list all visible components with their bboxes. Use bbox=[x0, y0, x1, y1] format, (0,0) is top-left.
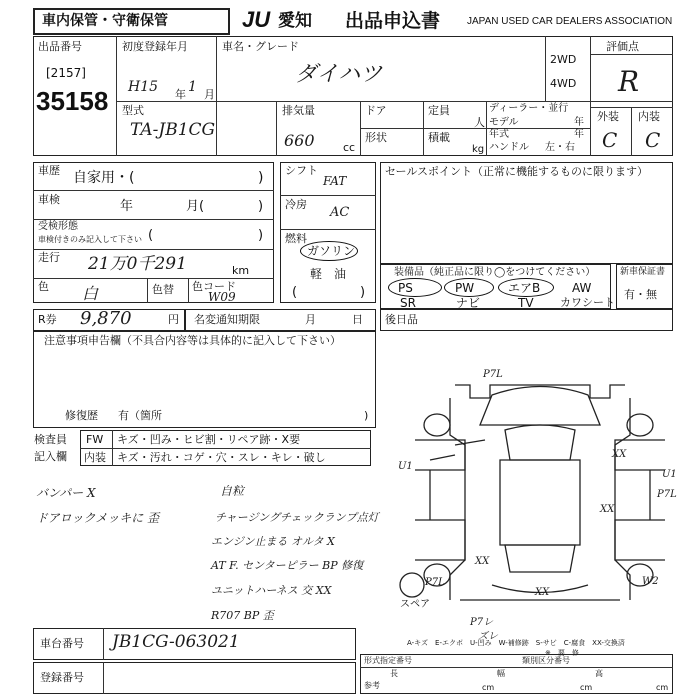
displacement-unit: cc bbox=[343, 141, 356, 154]
handwritten-note: バンパー X bbox=[36, 486, 96, 500]
rating-exterior-label: 外装 bbox=[597, 110, 619, 123]
load-unit: kg bbox=[472, 144, 485, 155]
drive-2wd: 2WD bbox=[550, 53, 577, 66]
ju-logo: JU bbox=[242, 7, 271, 32]
mileage-label: 走行 bbox=[38, 251, 60, 264]
capacity-label: 定員 bbox=[428, 104, 450, 117]
drive-4wd: 4WD bbox=[550, 77, 577, 90]
shift-value: FAT bbox=[323, 174, 347, 188]
shape-label: 形状 bbox=[365, 131, 387, 144]
association-name: JAPAN USED CAR DEALERS ASSOCIATION bbox=[467, 16, 673, 27]
handle-label: ハンドル bbox=[489, 142, 529, 153]
inspector-label1: 検査員 bbox=[34, 433, 67, 446]
damage-legend: A-キズ E-エクボ U-凹み W-補修跡 S-サビ C-腐食 XX-交換済 bbox=[407, 639, 625, 647]
spec-length-unit: cm bbox=[482, 683, 495, 692]
lot-label: 出品番号 bbox=[38, 40, 82, 53]
shaken-month: 月( bbox=[186, 199, 205, 214]
inspection-label: 受検形態 bbox=[38, 221, 78, 232]
rating-value: R bbox=[618, 65, 640, 98]
registration-year-unit: 年 bbox=[175, 88, 186, 101]
type-label: 型式 bbox=[122, 104, 144, 117]
inspector-fw: FW bbox=[86, 433, 104, 446]
model-name-label: 車名・グレード bbox=[222, 40, 299, 53]
spec-height-unit: cm bbox=[656, 683, 669, 692]
inspector-label2: 記入欄 bbox=[34, 450, 67, 463]
storage-label: 車内保管・守衛保管 bbox=[42, 13, 168, 29]
lot-number: 35158 bbox=[36, 86, 109, 116]
handle-options: 左・右 bbox=[545, 142, 575, 153]
diagram-note: P7レ bbox=[470, 617, 494, 628]
registration-label: 初度登録年月 bbox=[122, 40, 188, 53]
diagram-note: P7L bbox=[425, 577, 445, 588]
rear-label: 後日品 bbox=[385, 313, 418, 326]
rating-label: 評価点 bbox=[606, 40, 639, 53]
inspector-interior-items: キズ・汚れ・コゲ・穴・スレ・キレ・破し bbox=[117, 451, 326, 464]
color-value: 白 bbox=[82, 284, 99, 303]
recycle-unit: 円 bbox=[168, 313, 179, 326]
notes-label: 注意事項申告欄（不具合内容等は具体的に記入して下さい） bbox=[44, 334, 341, 347]
type-value: TA-JB1CG bbox=[130, 120, 216, 140]
equipment-aw: AW bbox=[572, 281, 592, 295]
fuel-diesel: 軽 油 bbox=[310, 267, 347, 281]
equipment-seat: カワシート bbox=[560, 296, 615, 309]
spec-ref: 参考 bbox=[364, 681, 380, 690]
diagram-note: ズレ bbox=[478, 631, 498, 642]
aircon-value: AC bbox=[330, 205, 350, 220]
displacement-value: 660 bbox=[284, 131, 315, 150]
equipment-navi: ナビ bbox=[456, 296, 481, 310]
recall-month: 月 bbox=[305, 313, 316, 326]
repair-label: 修復歴 bbox=[65, 409, 98, 422]
registration-era-year: H15 bbox=[128, 79, 159, 95]
fuel-label: 燃料 bbox=[285, 232, 307, 245]
displacement-label: 排気量 bbox=[282, 104, 315, 117]
recall-label: 名変通知期限 bbox=[194, 313, 260, 326]
aircon-label: 冷房 bbox=[285, 198, 307, 211]
handwritten-note: ユニットハーネス 交 XX bbox=[211, 584, 332, 597]
spec-height: 高 bbox=[595, 669, 603, 678]
diagram-note: U1 bbox=[662, 469, 677, 480]
inspector-fw-items: キズ・凹み・ヒビ割・リペア跡・X要 bbox=[117, 433, 301, 446]
chassis-label: 車台番号 bbox=[40, 637, 84, 650]
inspector-interior: 内装 bbox=[84, 451, 106, 464]
spec-length: 長 bbox=[390, 669, 398, 678]
dealer-line3-unit: 年 bbox=[574, 129, 584, 140]
color-code-value: W09 bbox=[208, 290, 236, 304]
equipment-tv: TV bbox=[518, 296, 534, 310]
diagram-note: W2 bbox=[642, 576, 659, 587]
warranty-options: 有・無 bbox=[624, 288, 657, 301]
sales-points-label: セールスポイント（正常に機能するものに限ります） bbox=[385, 165, 649, 178]
rating-exterior: C bbox=[602, 128, 618, 152]
equipment-label: 装備品（純正品に限り◯をつけてください） bbox=[394, 267, 596, 278]
spec-label2: 類別区分番号 bbox=[522, 656, 570, 665]
dealer-line2-unit: 年 bbox=[574, 117, 584, 128]
model-name-value: ダイハツ bbox=[295, 62, 383, 87]
shaken-year: 年 bbox=[120, 199, 134, 214]
regnum-label: 登録番号 bbox=[40, 671, 84, 684]
handwritten-note: チャージングチェックランプ点灯 bbox=[215, 511, 379, 524]
inspection-note: 車検付きのみ記入して下さい bbox=[38, 235, 142, 244]
spec-width-unit: cm bbox=[580, 683, 593, 692]
diagram-note: XX bbox=[475, 556, 490, 567]
fuel-open: ( bbox=[292, 285, 298, 300]
color-change-label: 色替 bbox=[152, 283, 174, 296]
mileage-value: 21万0千291 bbox=[88, 254, 187, 274]
doors-label: ドア bbox=[365, 104, 387, 117]
handwritten-note: エンジン止まる オルタ X bbox=[211, 535, 335, 548]
lot-small-number: [2157] bbox=[46, 66, 86, 80]
chassis-value: JB1CG-063021 bbox=[112, 632, 240, 652]
mileage-unit: km bbox=[232, 264, 250, 277]
fuel-gasoline: ガソリン bbox=[307, 244, 356, 258]
shaken-close: ) bbox=[258, 199, 264, 214]
diagram-note: P7L bbox=[483, 369, 503, 380]
spec-width: 幅 bbox=[497, 669, 505, 678]
dealer-line3: 年式 bbox=[489, 129, 509, 140]
history-close: ) bbox=[258, 170, 264, 186]
inspection-close: ) bbox=[258, 228, 264, 243]
fuel-close: ) bbox=[360, 285, 366, 300]
shaken-label: 車検 bbox=[38, 193, 60, 206]
rating-interior: C bbox=[645, 128, 661, 152]
dealer-line1: ディーラー・並行 bbox=[489, 103, 569, 114]
rating-interior-label: 内装 bbox=[638, 110, 660, 123]
form-title: 出品申込書 bbox=[345, 10, 441, 32]
diagram-note: XX bbox=[535, 587, 550, 598]
diagram-note: XX bbox=[612, 449, 627, 460]
recall-day: 日 bbox=[352, 313, 363, 326]
diagram-note: U1 bbox=[398, 461, 413, 472]
history-value: 自家用・( bbox=[73, 170, 135, 186]
color-label: 色 bbox=[38, 280, 49, 293]
diagram-note: P7L bbox=[657, 489, 677, 500]
inspection-open: ( bbox=[148, 228, 154, 243]
shift-label: シフト bbox=[285, 164, 318, 177]
capacity-unit: 人 bbox=[474, 116, 485, 129]
recycle-label: R券 bbox=[38, 313, 57, 326]
dealer-line2: モデル bbox=[489, 117, 519, 128]
registration-month-unit: 月 bbox=[204, 88, 215, 101]
repair-value: 有（箇所 bbox=[118, 409, 162, 422]
damage-legend-2: ※ 要 修 bbox=[545, 649, 579, 657]
load-label: 積載 bbox=[428, 131, 450, 144]
registration-month: 1 bbox=[188, 79, 197, 95]
warranty-label: 新車保証書 bbox=[620, 267, 666, 277]
equipment-pw: PW bbox=[455, 281, 475, 295]
equipment-airbag: エアB bbox=[508, 281, 541, 295]
handwritten-note: AT F. センターピラー BP 修復 bbox=[211, 559, 364, 572]
recycle-value: 9,870 bbox=[80, 308, 132, 329]
branch-name: 愛知 bbox=[278, 11, 312, 31]
handwritten-note: R707 BP 歪 bbox=[211, 609, 274, 622]
equipment-sr: SR bbox=[400, 296, 416, 310]
handwritten-note: ドアロックメッキに 歪 bbox=[36, 511, 160, 525]
spec-label1: 形式指定番号 bbox=[364, 656, 412, 665]
diagram-spare-label: スペア bbox=[400, 599, 430, 610]
diagram-note: XX bbox=[600, 504, 615, 515]
repair-close: ) bbox=[364, 409, 369, 422]
handwritten-note: 自粒 bbox=[220, 484, 245, 498]
color-code-label: 色コード bbox=[192, 280, 236, 293]
equipment-ps: PS bbox=[398, 281, 413, 295]
history-label: 車歴 bbox=[38, 164, 60, 177]
